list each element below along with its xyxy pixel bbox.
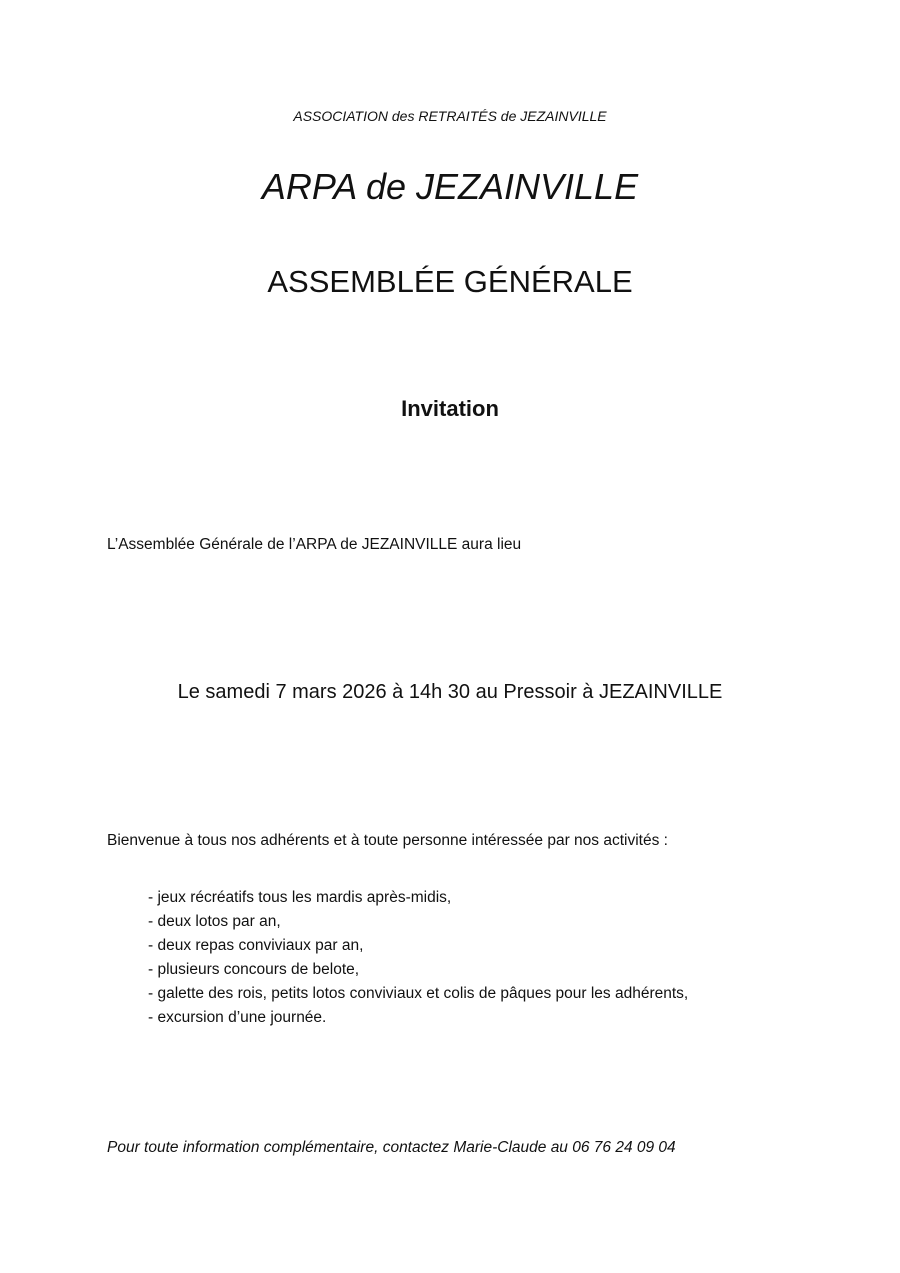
list-item: - deux repas conviviaux par an, bbox=[148, 937, 364, 954]
document-subtitle: ASSEMBLÉE GÉNÉRALE bbox=[267, 264, 633, 299]
contact-line: Pour toute information complémentaire, contactez Marie-Claude au 06 76 24 09 04 bbox=[107, 1139, 676, 1156]
welcome-paragraph: Bienvenue à tous nos adhérents et à toute personne intéressée par nos activités : bbox=[107, 832, 668, 849]
list-item: - galette des rois, petits lotos conviviaux et colis de pâques pour les adhérents, bbox=[148, 985, 689, 1002]
list-item: - plusieurs concours de belote, bbox=[148, 961, 360, 978]
list-item: - excursion d’une journée. bbox=[148, 1009, 327, 1026]
invitation-heading: Invitation bbox=[401, 396, 499, 421]
list-item: - jeux récréatifs tous les mardis après-midis, bbox=[148, 889, 452, 906]
activities-list bbox=[148, 886, 688, 1030]
association-name: ASSOCIATION des RETRAITÉS de JEZAINVILLE bbox=[293, 108, 607, 124]
list-item: - deux lotos par an, bbox=[148, 913, 281, 930]
document-title: ARPA de JEZAINVILLE bbox=[261, 166, 639, 207]
event-date-line: Le samedi 7 mars 2026 à 14h 30 au Pressoir à JEZAINVILLE bbox=[177, 681, 723, 703]
intro-paragraph: L’Assemblée Générale de l’ARPA de JEZAINVILLE aura lieu bbox=[107, 536, 522, 553]
